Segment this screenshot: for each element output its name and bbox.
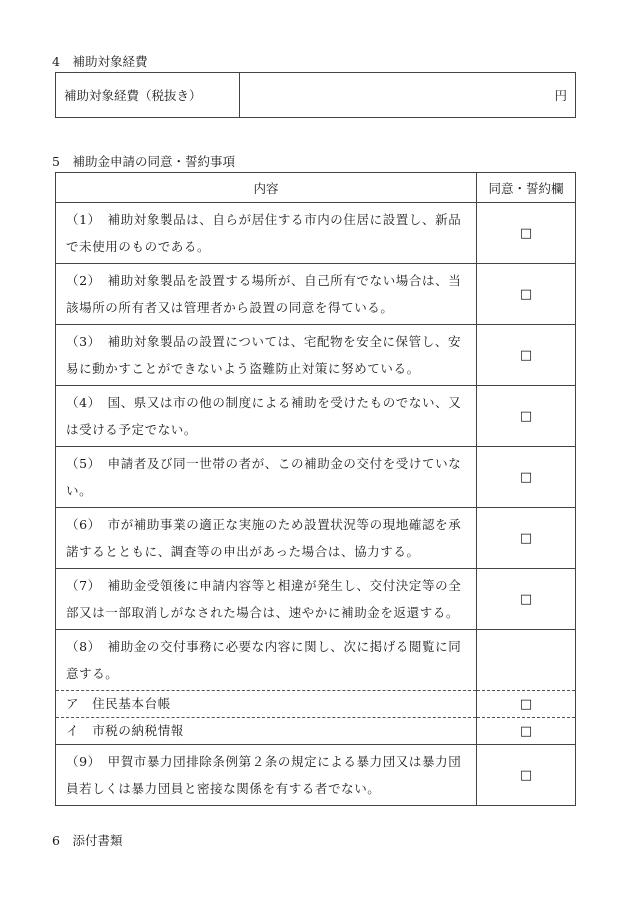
consent-row-4 bbox=[56, 386, 576, 447]
consent-checkbox[interactable]: □ bbox=[477, 203, 576, 264]
consent-checkbox[interactable]: □ bbox=[477, 386, 576, 447]
consent-checkbox[interactable]: □ bbox=[477, 264, 576, 325]
consent-row-3 bbox=[56, 325, 576, 386]
consent-row-8 bbox=[56, 630, 576, 691]
consent-subitem-tax-info: イ 市税の納税情報 bbox=[56, 718, 477, 745]
consent-column-header: 同意・誓約欄 bbox=[477, 173, 576, 203]
consent-subitem-resident-register: ア 住民基本台帳 bbox=[56, 691, 477, 718]
consent-row-2 bbox=[56, 264, 576, 325]
consent-checkbox[interactable]: □ bbox=[477, 691, 576, 718]
yen-unit: 円 bbox=[554, 88, 567, 103]
consent-row-5 bbox=[56, 447, 576, 508]
consent-text: （9） 甲賀市暴力団排除条例第２条の規定による暴力団又は暴力団員若しくは暴力団員と密接な関係を有する者でない。 bbox=[56, 745, 477, 806]
section-5-heading: 5 補助金申請の同意・誓約事項 bbox=[52, 154, 235, 169]
consent-text: （3） 補助対象製品の設置については、宅配物を安全に保管し、安易に動かすことができないよう盗難防止対策に努めている。 bbox=[56, 325, 477, 386]
consent-checkbox[interactable]: □ bbox=[477, 447, 576, 508]
expense-table bbox=[55, 72, 576, 118]
section-4-heading: 4 補助対象経費 bbox=[52, 54, 148, 69]
consent-table bbox=[55, 172, 576, 806]
consent-checkbox[interactable]: □ bbox=[477, 325, 576, 386]
section-6-heading: 6 添付書類 bbox=[52, 833, 123, 848]
consent-checkbox[interactable]: □ bbox=[477, 745, 576, 806]
consent-text: （4） 国、県又は市の他の制度による補助を受けたものでない、又は受ける予定でない。 bbox=[56, 386, 477, 447]
consent-checkbox[interactable]: □ bbox=[477, 569, 576, 630]
consent-text: （2） 補助対象製品を設置する場所が、自己所有でない場合は、当該場所の所有者又は管理者から設置の同意を得ている。 bbox=[56, 264, 477, 325]
consent-row-7 bbox=[56, 569, 576, 630]
consent-text: （8） 補助金の交付事務に必要な内容に関し、次に掲げる閲覧に同意する。 bbox=[56, 630, 477, 691]
consent-row-8b bbox=[56, 718, 576, 745]
consent-text: （5） 申請者及び同一世帯の者が、この補助金の交付を受けていない。 bbox=[56, 447, 477, 508]
consent-text: （6） 市が補助事業の適正な実施のため設置状況等の現地確認を承諾するとともに、調査等の申出があった場合は、協力する。 bbox=[56, 508, 477, 569]
expense-label: 補助対象経費（税抜き） bbox=[56, 73, 240, 118]
consent-checkbox[interactable]: □ bbox=[477, 718, 576, 745]
consent-checkbox[interactable]: □ bbox=[477, 508, 576, 569]
consent-blank-cell bbox=[477, 630, 576, 691]
content-column-header: 内容 bbox=[56, 173, 477, 203]
expense-amount-field[interactable] bbox=[240, 73, 576, 118]
consent-text: （7） 補助金受領後に申請内容等と相違が発生し、交付決定等の全部又は一部取消しがなされた場合は、速やかに補助金を返還する。 bbox=[56, 569, 477, 630]
consent-row-8a bbox=[56, 691, 576, 718]
consent-row-9 bbox=[56, 745, 576, 806]
consent-text: （1） 補助対象製品は、自らが居住する市内の住居に設置し、新品で未使用のものである。 bbox=[56, 203, 477, 264]
consent-row-1 bbox=[56, 203, 576, 264]
consent-row-6 bbox=[56, 508, 576, 569]
